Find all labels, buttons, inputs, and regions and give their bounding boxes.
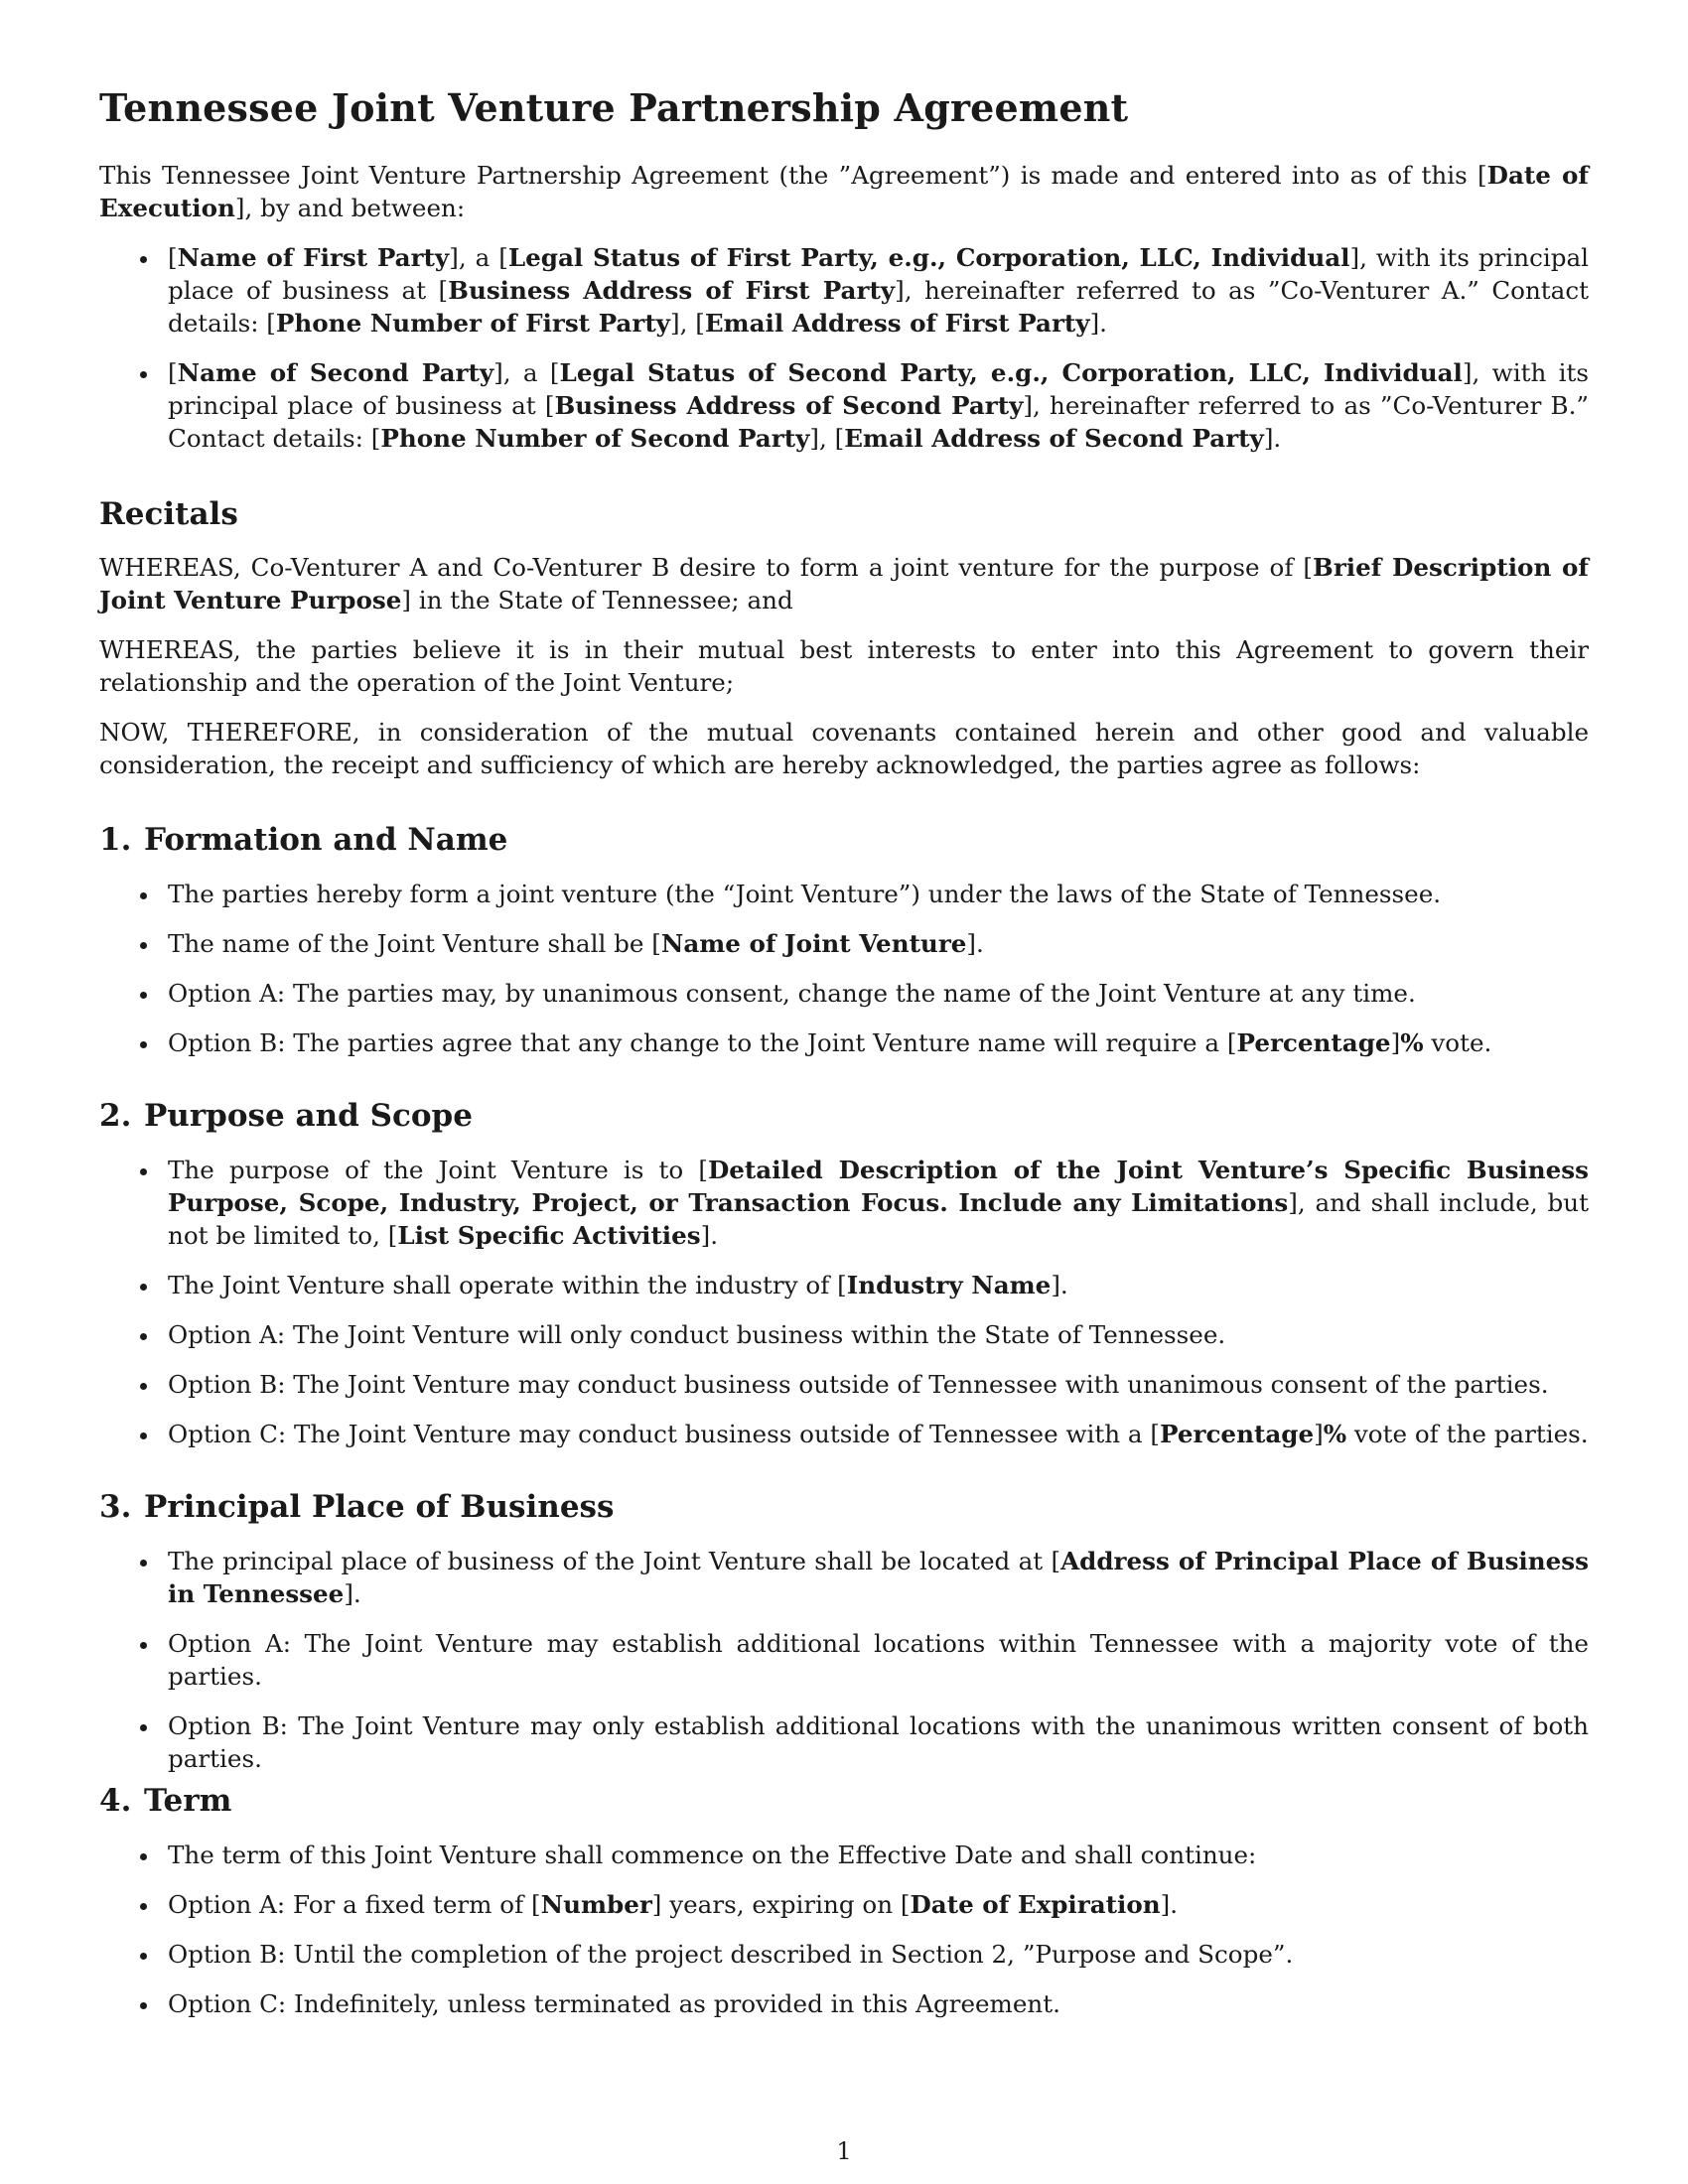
recitals-heading: Recitals <box>99 496 238 532</box>
party-item-first: [Name of First Party], a [Legal Status of First Party, e.g., Corporation, LLC, Individual], with its principal place of business at [Business Address of First Party], hereinafter referred to as ”Co-Venturer A.” Contact details: [Phone Number of First Party], [Email Address of First Party]. <box>99 241 1589 340</box>
expiration-date-field: Date of Expiration <box>910 1890 1161 1919</box>
section-title: Term <box>144 1783 232 1819</box>
page-number: 1 <box>836 2137 852 2165</box>
second-party-email-field: Email Address of Second Party <box>844 424 1264 453</box>
section-number: 4. <box>99 1783 132 1819</box>
list-item: Option B: Until the completion of the project described in Section 2, ”Purpose and Scope”. <box>99 1938 1589 1971</box>
section-number: 3. <box>99 1489 132 1525</box>
section-1-list <box>99 878 1589 1076</box>
list-item: Option A: For a fixed term of [Number] years, expiring on [Date of Expiration]. <box>99 1888 1589 1921</box>
section-number: 2. <box>99 1098 132 1134</box>
list-item: The parties hereby form a joint venture (the “Joint Venture”) under the laws of the State of Tennessee. <box>99 878 1589 910</box>
section-4-heading <box>99 1783 231 1819</box>
list-item: Option C: Indefinitely, unless terminated as provided in this Agreement. <box>99 1987 1589 2020</box>
list-item: Option B: The Joint Venture may conduct business outside of Tennessee with unanimous consent of the parties. <box>99 1368 1589 1401</box>
list-item: Option A: The Joint Venture may establish additional locations within Tennessee with a majority vote of the parties. <box>99 1627 1589 1693</box>
intro-paragraph <box>99 159 1589 224</box>
section-2-heading <box>99 1098 473 1134</box>
section-title: Principal Place of Business <box>144 1489 615 1525</box>
term-years-field: Number <box>540 1890 652 1919</box>
second-party-phone-field: Phone Number of Second Party <box>380 424 810 453</box>
jv-purpose-brief-field: Brief Description of Joint Venture Purpose <box>99 553 1590 614</box>
jv-name-field: Name of Joint Venture <box>660 929 967 958</box>
percentage-field: Percentage <box>1160 1420 1315 1448</box>
list-item: The term of this Joint Venture shall commence on the Effective Date and shall continue: <box>99 1839 1589 1871</box>
list-item: The principal place of business of the Joint Venture shall be located at [Address of Principal Place of Business in Tennessee]. <box>99 1545 1589 1610</box>
list-item: Option B: The Joint Venture may only establish additional locations with the unanimous written consent of both parties. <box>99 1709 1589 1775</box>
first-party-legal-status-field: Legal Status of First Party, e.g., Corporation, LLC, Individual <box>507 243 1350 272</box>
section-number: 1. <box>99 822 132 858</box>
first-party-name-field: Name of First Party <box>177 243 450 272</box>
second-party-legal-status-field: Legal Status of Second Party, e.g., Corporation, LLC, Individual <box>559 358 1463 387</box>
list-item: Option A: The parties may, by unanimous consent, change the name of the Joint Venture at any time. <box>99 977 1589 1010</box>
parties-list <box>99 241 1589 472</box>
section-title: Purpose and Scope <box>144 1098 473 1134</box>
intro-text: This Tennessee Joint Venture Partnership Agreement (the ”Agreement”) is made and entered into as of this [ <box>99 161 1487 190</box>
principal-address-field: Address of Principal Place of Business in Tennessee <box>168 1547 1589 1608</box>
section-1-heading <box>99 822 507 858</box>
list-item: Option B: The parties agree that any change to the Joint Venture name will require a [Percentage]% vote. <box>99 1026 1589 1059</box>
jv-purpose-detail-field: Detailed Description of the Joint Venture’s Specific Business Purpose, Scope, Industry, Project, or Transaction Focus. Include any Limitations <box>168 1156 1589 1217</box>
recital-paragraph-3: NOW, THEREFORE, in consideration of the mutual covenants contained herein and other good and valuable consideration, the receipt and sufficiency of which are hereby acknowledged, the parties agree as follows: <box>99 718 1589 779</box>
first-party-address-field: Business Address of First Party <box>448 276 896 305</box>
specific-activities-field: List Specific Activities <box>397 1221 701 1250</box>
list-item: The name of the Joint Venture shall be [Name of Joint Venture]. <box>99 927 1589 960</box>
recital-paragraph-2: WHEREAS, the parties believe it is in their mutual best interests to enter into this Agreement to govern their relationship and the operation of the Joint Venture; <box>99 635 1589 697</box>
section-3-heading <box>99 1489 614 1525</box>
percentage-field: Percentage <box>1236 1028 1391 1057</box>
recital-paragraph-1: WHEREAS, Co-Venturer A and Co-Venturer B desire to form a joint venture for the purpose of [Brief Description of Joint Venture Purpose] in the State of Tennessee; and <box>99 553 1590 614</box>
section-3-list <box>99 1545 1589 1792</box>
list-item: Option A: The Joint Venture will only conduct business within the State of Tennessee. <box>99 1318 1589 1351</box>
first-party-phone-field: Phone Number of First Party <box>275 309 670 338</box>
first-party-email-field: Email Address of First Party <box>704 309 1090 338</box>
party-item-second: [Name of Second Party], a [Legal Status of Second Party, e.g., Corporation, LLC, Individual], with its principal place of business at [Business Address of Second Party], hereinafter referred to as ”Co-Venturer B.” Contact details: [Phone Number of Second Party], [Email Address of Second Party]. <box>99 356 1589 455</box>
intro-text: ], by and between: <box>234 194 466 222</box>
section-title: Formation and Name <box>144 822 508 858</box>
section-4-list <box>99 1839 1589 2037</box>
section-2-list <box>99 1154 1589 1467</box>
second-party-address-field: Business Address of Second Party <box>554 391 1024 420</box>
document-title: Tennessee Joint Venture Partnership Agreement <box>99 85 1129 130</box>
list-item: The purpose of the Joint Venture is to [Detailed Description of the Joint Venture’s Specific Business Purpose, Scope, Industry, Project, or Transaction Focus. Include any Limitations], and shall include, but not be limited to, [List Specific Activities]. <box>99 1154 1589 1252</box>
date-of-execution-field: Date of Execution <box>99 161 1589 222</box>
list-item: Option C: The Joint Venture may conduct business outside of Tennessee with a [Percentage]% vote of the parties. <box>99 1418 1589 1450</box>
industry-name-field: Industry Name <box>846 1271 1052 1299</box>
list-item: The Joint Venture shall operate within the industry of [Industry Name]. <box>99 1269 1589 1301</box>
second-party-name-field: Name of Second Party <box>177 358 494 387</box>
